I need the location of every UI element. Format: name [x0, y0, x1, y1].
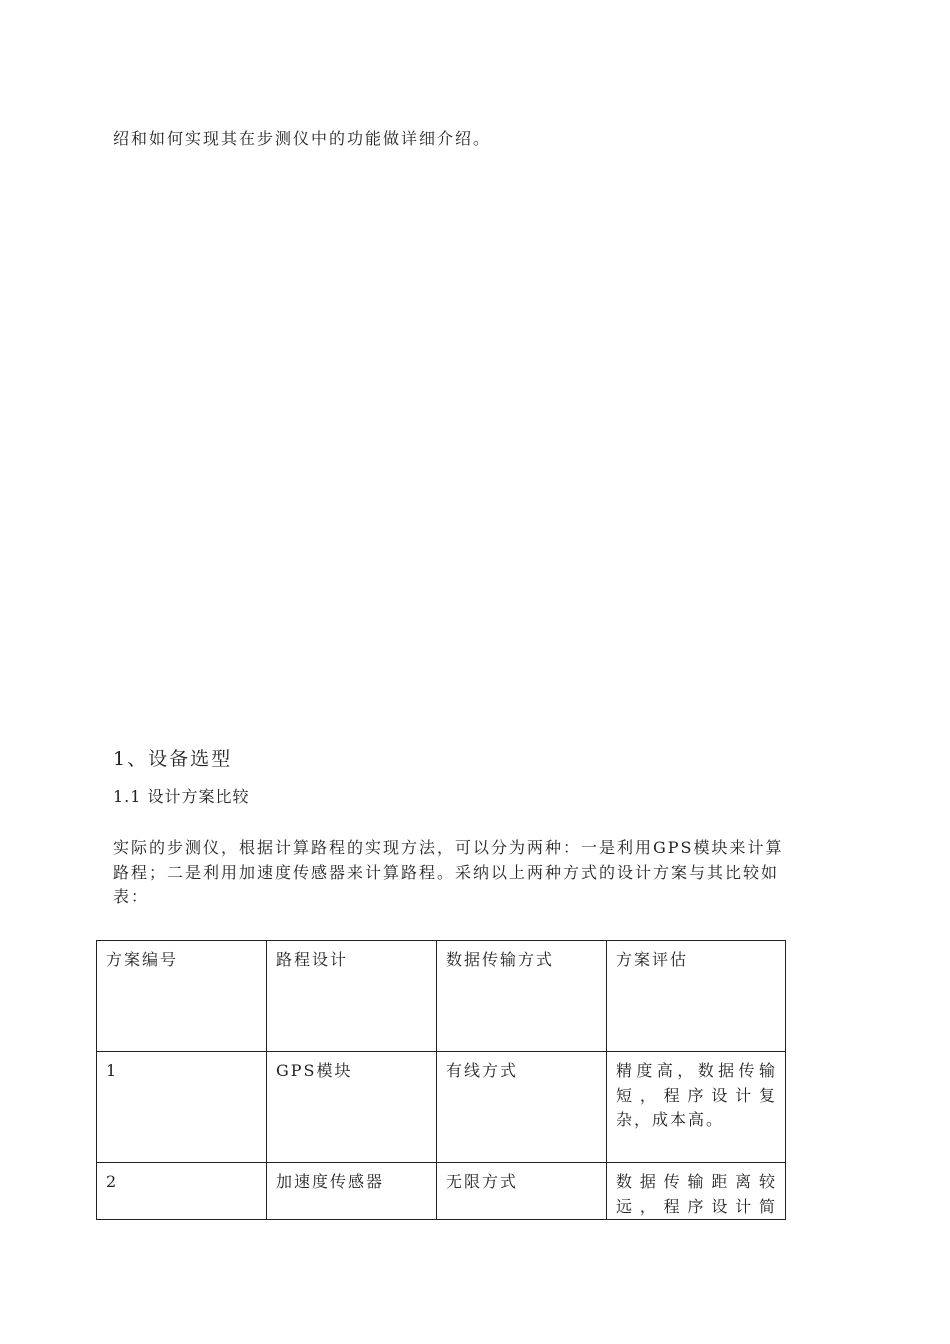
- section-heading: 1、设备选型: [113, 748, 233, 770]
- evaluation-line: 精度高，数据传输: [616, 1061, 777, 1080]
- paragraph-line: 表：: [113, 887, 150, 906]
- evaluation-line: 数据传输距离较: [616, 1172, 777, 1191]
- header-cell-evaluation: 方案评估: [607, 941, 786, 1052]
- header-cell-route-design: 路程设计: [267, 941, 437, 1052]
- table-header-row: [97, 941, 786, 1052]
- subsection-heading: 1.1 设计方案比较: [113, 787, 250, 806]
- evaluation-line: 短，程序设计复: [616, 1085, 777, 1105]
- cell-scheme-id: 2: [97, 1163, 267, 1220]
- cell-evaluation: [607, 1163, 786, 1220]
- table-row: [97, 1163, 786, 1220]
- intro-text-line: 绍和如何实现其在步测仪中的功能做详细介绍。: [113, 129, 492, 148]
- header-cell-transfer-method: 数据传输方式: [437, 941, 607, 1052]
- scheme-comparison-table: [96, 940, 786, 1220]
- header-cell-scheme-id: 方案编号: [97, 941, 267, 1052]
- cell-evaluation: [607, 1052, 786, 1163]
- cell-scheme-id: 1: [97, 1052, 267, 1163]
- cell-transfer-method: 无限方式: [437, 1163, 607, 1220]
- cell-route-design: GPS模块: [267, 1052, 437, 1163]
- cell-transfer-method: 有线方式: [437, 1052, 607, 1163]
- evaluation-line: 远，程序设计简: [616, 1196, 777, 1216]
- evaluation-line: 杂，成本高。: [616, 1110, 725, 1129]
- cell-route-design: 加速度传感器: [267, 1163, 437, 1220]
- table-row: [97, 1052, 786, 1163]
- paragraph-line: 实际的步测仪，根据计算路程的实现方法，可以分为两种：一是利用GPS模块来计算: [113, 838, 784, 857]
- paragraph-line: 路程；二是利用加速度传感器来计算路程。采纳以上两种方式的设计方案与其比较如: [113, 862, 780, 882]
- body-paragraph: [113, 836, 839, 910]
